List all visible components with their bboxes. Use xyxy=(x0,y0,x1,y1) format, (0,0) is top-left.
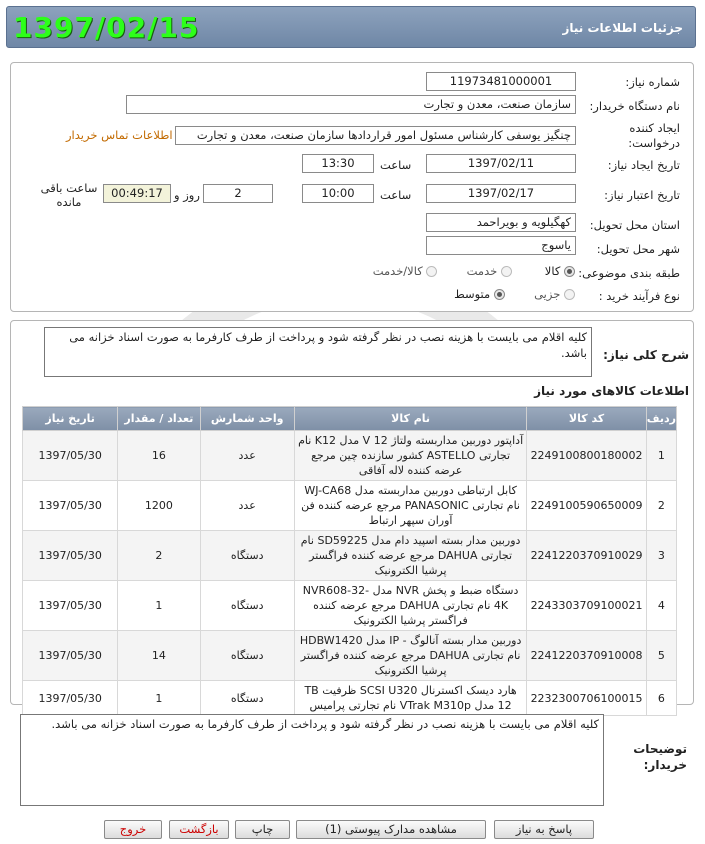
created-date-field: 1397/02/11 xyxy=(426,154,576,173)
category-option-goods-service: کالا/خدمت xyxy=(372,264,423,278)
cell-date: 1397/05/30 xyxy=(23,431,118,481)
cell-code: 2249100800180002 xyxy=(527,431,646,481)
cell-name: هارد دیسک اکسترنال SCSI U320 ظرفیت TB 12 مدل VTrak M310p نام تجارتی پرامیس xyxy=(294,681,527,716)
category-label: طبقه بندی موضوعی: xyxy=(578,266,680,280)
category-radio-group xyxy=(350,264,575,278)
cell-qty: 1200 xyxy=(118,481,200,531)
table-row xyxy=(23,631,677,681)
cell-date: 1397/05/30 xyxy=(23,481,118,531)
table-header-row xyxy=(23,407,677,431)
col-code: کد کالا xyxy=(527,407,646,431)
cell-qty: 1 xyxy=(118,581,200,631)
table-row xyxy=(23,681,677,716)
buyer-org-label: نام دستگاه خریدار: xyxy=(589,99,680,113)
created-time-label: ساعت xyxy=(380,158,412,172)
province-field: کهگیلویه و بویراحمد xyxy=(426,213,576,232)
cell-name: دستگاه ضبط و پخش NVR مدل NVR608-32-4K نام تجارتی DAHUA مرجع عرضه کننده فراگستر پرشیا الکترونیک xyxy=(294,581,527,631)
cell-qty: 14 xyxy=(118,631,200,681)
requester-label-2: درخواست: xyxy=(628,136,680,150)
remaining-time-field: 00:49:17 xyxy=(103,184,171,203)
cell-qty: 2 xyxy=(118,531,200,581)
radio-medium[interactable] xyxy=(494,289,505,300)
buyer-notes-textbox: کلیه اقلام می بایست با هزینه نصب در نظر گرفته شود و پرداخت از طرف کارفرما به صورت اسناد خزانه می باشد. xyxy=(20,714,604,806)
radio-goods-service[interactable] xyxy=(426,266,437,277)
city-field: یاسوج xyxy=(426,236,576,255)
days-label: روز و xyxy=(174,188,200,202)
remaining-label-1: ساعت باقی xyxy=(40,181,98,195)
created-date-label: تاریخ ایجاد نیاز: xyxy=(607,158,680,172)
cell-date: 1397/05/30 xyxy=(23,631,118,681)
back-button[interactable]: بازگشت xyxy=(169,820,229,839)
cell-name: دوربین مدار بسته آنالوگ - IP مدل HDBW1420 نام تجارتی DAHUA مرجع عرضه کننده فراگستر پرشیا الکترونیک xyxy=(294,631,527,681)
col-unit: واحد شمارش xyxy=(200,407,294,431)
cell-code: 2241220370910029 xyxy=(527,531,646,581)
items-section-title: اطلاعات کالاهای مورد نیاز xyxy=(534,384,689,398)
need-number-label: شماره نیاز: xyxy=(625,75,680,89)
exit-button[interactable]: خروج xyxy=(104,820,162,839)
attachments-button[interactable]: مشاهده مدارک پیوستی (1) xyxy=(296,820,486,839)
requester-label-1: ایجاد کننده xyxy=(629,121,680,135)
process-radio-group xyxy=(420,287,575,301)
cell-name: آداپتور دوربین مداربسته ولتاژ V 12 مدل K12 نام تجارتی ASTELLO کشور سازنده چین مرجع عرضه کننده لاله آفاقی xyxy=(294,431,527,481)
cell-name: دوربین مدار بسته اسپید دام مدل SD59225 نام تجارتی DAHUA مرجع عرضه کننده فراگستر پرشیا الکترونیک xyxy=(294,531,527,581)
cell-unit: عدد xyxy=(200,481,294,531)
cell-code: 2232300706100015 xyxy=(527,681,646,716)
print-button[interactable]: چاپ xyxy=(235,820,290,839)
buyer-notes-label-1: توضیحات xyxy=(633,742,687,756)
cell-qty: 1 xyxy=(118,681,200,716)
cell-index: 2 xyxy=(646,481,676,531)
cell-index: 4 xyxy=(646,581,676,631)
items-table xyxy=(22,406,677,716)
cell-index: 5 xyxy=(646,631,676,681)
page-title: جزئیات اطلاعات نیاز xyxy=(562,21,683,35)
province-label: استان محل تحویل: xyxy=(589,218,680,232)
cell-unit: دستگاه xyxy=(200,631,294,681)
cell-index: 6 xyxy=(646,681,676,716)
buyer-org-field: سازمان صنعت، معدن و تجارت xyxy=(126,95,576,114)
col-index: ردیف xyxy=(646,407,676,431)
buyer-notes-label-2: خریدار: xyxy=(643,758,687,772)
cell-qty: 16 xyxy=(118,431,200,481)
validity-date-label: تاریخ اعتبار نیاز: xyxy=(604,188,680,202)
description-textbox: کلیه اقلام می بایست با هزینه نصب در نظر گرفته شود و پرداخت از طرف کارفرما به صورت اسناد خزانه می باشد. xyxy=(44,327,592,377)
cell-index: 3 xyxy=(646,531,676,581)
cell-code: 2249100590650009 xyxy=(527,481,646,531)
requester-field: چنگیز یوسفی کارشناس مسئول امور قراردادها سازمان صنعت، معدن و تجارت xyxy=(175,126,576,145)
cell-name: کابل ارتباطی دوربین مداربسته مدل WJ-CA68 نام تجارتی PANASONIC مرجع عرضه کننده فن آوران سپهر ارتباط xyxy=(294,481,527,531)
col-name: نام کالا xyxy=(294,407,527,431)
cell-unit: دستگاه xyxy=(200,681,294,716)
process-option-minor: جزیی xyxy=(534,287,561,301)
created-time-field: 13:30 xyxy=(302,154,374,173)
cell-date: 1397/05/30 xyxy=(23,581,118,631)
cell-date: 1397/05/30 xyxy=(23,531,118,581)
category-option-goods: کالا xyxy=(544,264,561,278)
radio-goods[interactable] xyxy=(564,266,575,277)
cell-code: 2243303709100021 xyxy=(527,581,646,631)
table-row xyxy=(23,431,677,481)
validity-time-field: 10:00 xyxy=(302,184,374,203)
category-option-service: خدمت xyxy=(466,264,498,278)
table-row xyxy=(23,581,677,631)
process-option-medium: متوسط xyxy=(454,287,491,301)
radio-minor[interactable] xyxy=(564,289,575,300)
cell-unit: دستگاه xyxy=(200,581,294,631)
remaining-label-2: مانده xyxy=(56,195,82,209)
city-label: شهر محل تحویل: xyxy=(596,242,680,256)
table-row xyxy=(23,531,677,581)
cell-code: 2241220370910008 xyxy=(527,631,646,681)
process-label: نوع فرآیند خرید : xyxy=(598,289,680,303)
days-field: 2 xyxy=(203,184,273,203)
reply-button[interactable]: پاسخ به نیاز xyxy=(494,820,594,839)
description-label: شرح کلی نیاز: xyxy=(603,348,689,362)
contact-info-link[interactable]: اطلاعات تماس خریدار xyxy=(66,128,173,142)
need-number-field: 1197348100000‌1 xyxy=(426,72,576,91)
cell-unit: عدد xyxy=(200,431,294,481)
cell-date: 1397/05/30 xyxy=(23,681,118,716)
validity-time-label: ساعت xyxy=(380,188,412,202)
col-date: تاریخ نیاز xyxy=(23,407,118,431)
cell-unit: دستگاه xyxy=(200,531,294,581)
validity-date-field: 1397/02/17 xyxy=(426,184,576,203)
col-qty: تعداد / مقدار xyxy=(118,407,200,431)
header-date: 1397/02/15 xyxy=(13,11,200,44)
radio-service[interactable] xyxy=(501,266,512,277)
table-row xyxy=(23,481,677,531)
cell-index: 1 xyxy=(646,431,676,481)
title-bar xyxy=(6,6,696,48)
